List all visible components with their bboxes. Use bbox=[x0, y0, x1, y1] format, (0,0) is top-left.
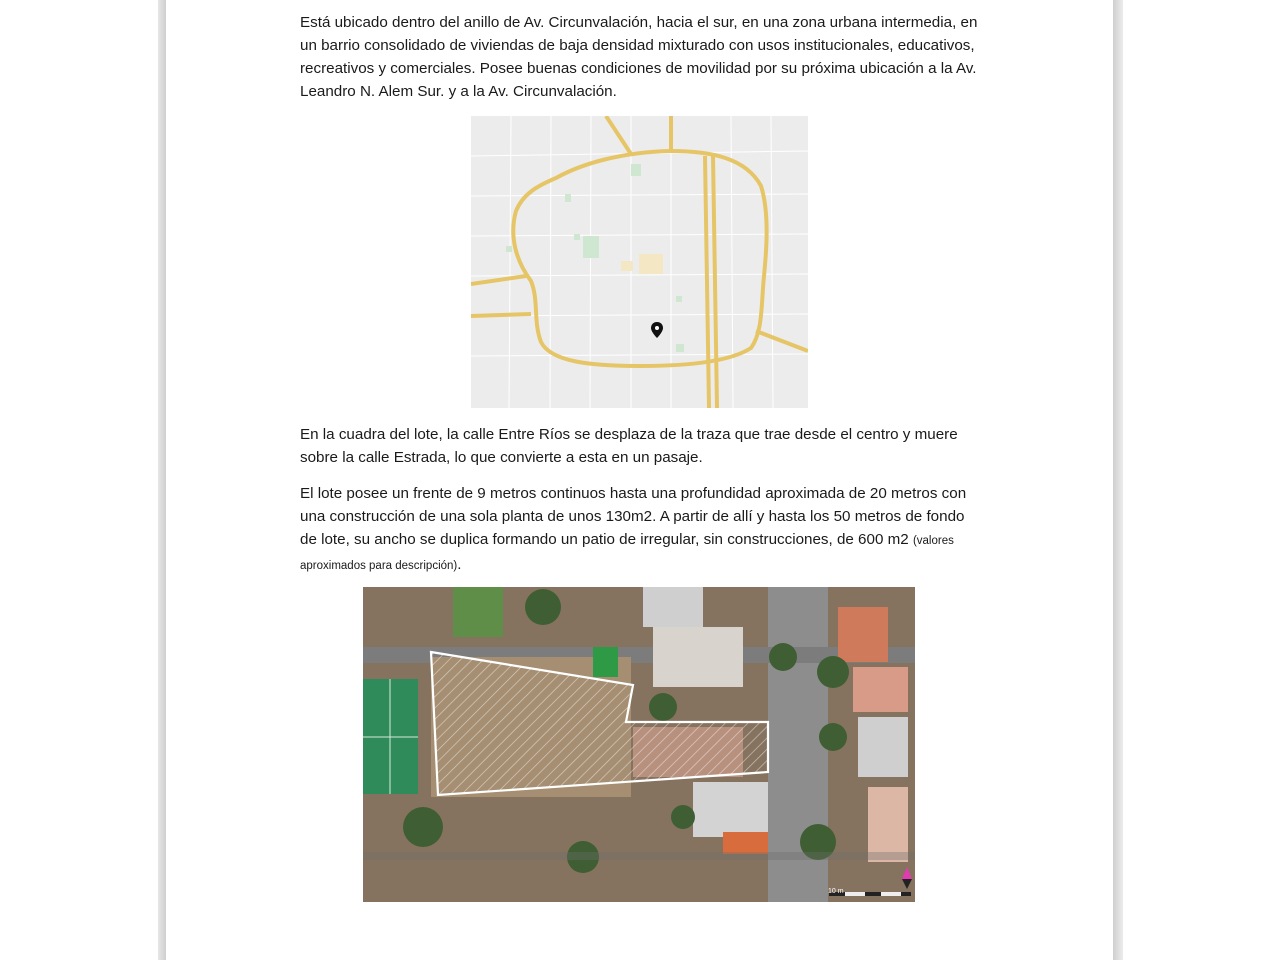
paragraph-lot bbox=[300, 482, 980, 578]
paragraph-lot-note: (valores aproximados para descripción) bbox=[300, 535, 954, 572]
page-shadow-left bbox=[158, 0, 166, 960]
aerial-photo bbox=[363, 587, 915, 902]
paragraph-lot-end: . bbox=[457, 556, 462, 573]
paragraph-street: En la cuadra del lote, la calle Entre Ríos se desplaza de la traza que trae desde el centro y muere sobre la calle Estrada, lo que convierte a esta en un pasaje. bbox=[300, 426, 958, 466]
paragraph-lot-text: El lote posee un frente de 9 metros continuos hasta una profundidad aproximada de 20 metros con una construcción de una sola planta de unos 130m2. A partir de allí y hasta los 50 metros de fondo de lote, su ancho se duplica formando un patio de irregular, sin construcciones, de 600 m2 bbox=[300, 485, 967, 548]
scale-label: 10 m bbox=[828, 888, 844, 895]
paragraph-location: Está ubicado dentro del anillo de Av. Circunvalación, hacia el sur, en una zona urbana intermedia, en un barrio consolidado de viviendas de baja densidad mixturado con usos institucionales, educativos, recreativos y comerciales. Posee buenas condiciones de movilidad por su próxima ubicación a la Av. Leandro N. Alem Sur. y a la Av. Circunvalación. bbox=[300, 14, 978, 100]
page-shadow-right bbox=[1113, 0, 1123, 960]
city-map bbox=[471, 116, 808, 408]
